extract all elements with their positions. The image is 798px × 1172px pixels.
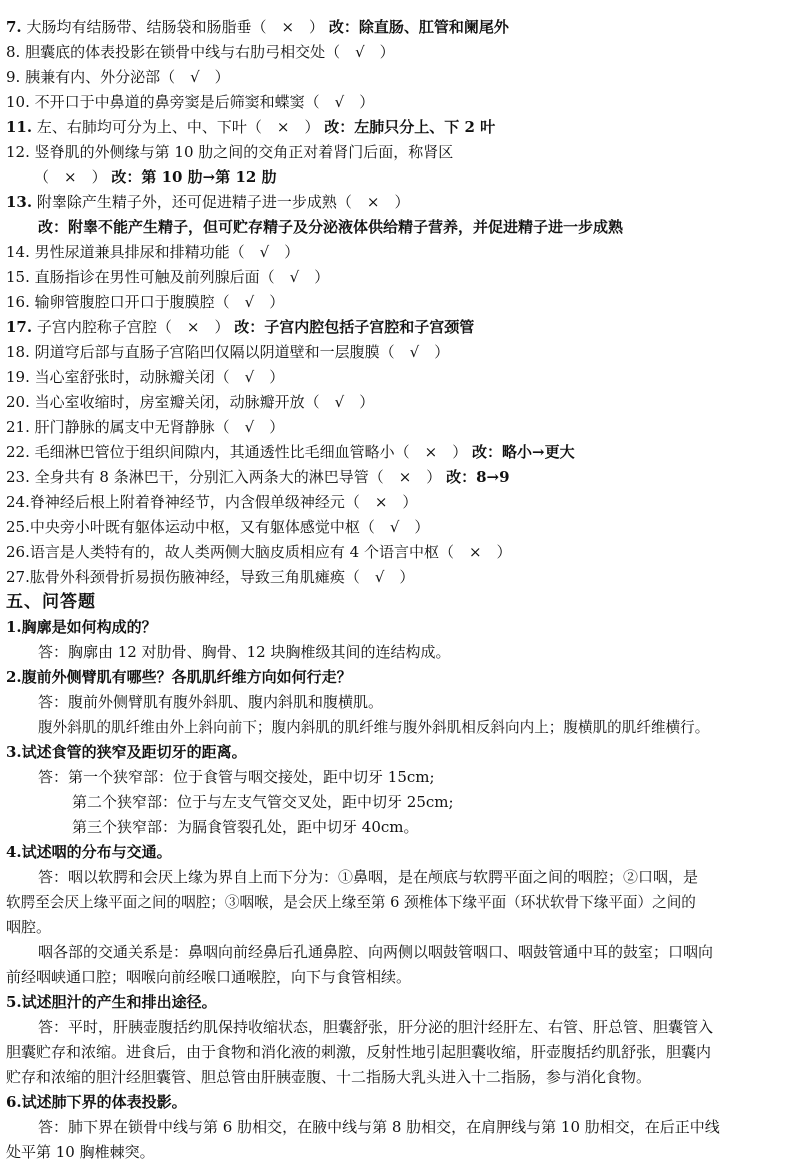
tf-item-19 xyxy=(6,365,794,390)
item-number: 14. xyxy=(6,243,30,261)
item-text: 胆囊底的体表投影在锁骨中线与右肋弓相交处（ √ ） xyxy=(25,43,395,61)
tf-item-13 xyxy=(6,190,794,215)
answer-3-line-1: 答：第一个狭窄部：位于食管与咽交接处，距中切牙 15cm; xyxy=(38,768,435,786)
item-number: 11. xyxy=(6,118,33,136)
item-text: 直肠指诊在男性可触及前列腺后面（ √ ） xyxy=(34,268,330,286)
question-4: 4.试述咽的分布与交通。 xyxy=(6,843,172,861)
answer-1: 答：胸廓由 12 对肋骨、胸骨、12 块胸椎级其间的连结构成。 xyxy=(38,643,451,661)
tf-item-20 xyxy=(6,390,794,415)
item-number: 20. xyxy=(6,393,30,411)
item-text: 中央旁小叶既有躯体运动中枢，又有躯体感觉中枢（ √ ） xyxy=(29,518,430,536)
answer-2-line-1: 答：腹前外侧臂肌有腹外斜肌、腹内斜肌和腹横肌。 xyxy=(38,693,384,711)
item-text: 输卵管腹腔口开口于腹膜腔（ √ ） xyxy=(34,293,285,311)
answer-5-line-3: 贮存和浓缩的胆汁经胆囊管、胆总管由肝胰壶腹、十二指肠大乳头进入十二指肠，参与消化食物。 xyxy=(6,1068,652,1086)
item-number: 25. xyxy=(6,518,30,536)
item-text: 竖脊肌的外侧缘与第 10 肋之间的交角正对着肾门后面，称肾区 xyxy=(34,143,454,161)
section-title: 五、问答题 xyxy=(6,592,96,612)
answer-3-line-2: 第二个狭窄部：位于与左支气管交叉处，距中切牙 25cm; xyxy=(72,793,454,811)
answer-4-line-5: 前经咽峡通口腔；咽喉向前经喉口通喉腔，向下与食管相续。 xyxy=(6,968,412,986)
item-text: 男性尿道兼具排尿和排精功能（ √ ） xyxy=(34,243,300,261)
item-text: 当心室舒张时，动脉瓣关闭（ √ ） xyxy=(34,368,285,386)
tf-item-11 xyxy=(6,115,794,140)
item-number: 12. xyxy=(6,143,30,161)
tf-item-17 xyxy=(6,315,794,340)
answer-2-line-2: 腹外斜肌的肌纤维由外上斜向前下；腹内斜肌的肌纤维与腹外斜肌相反斜向内上；腹横肌的肌纤维横行。 xyxy=(38,719,710,736)
tf-item-22 xyxy=(6,440,794,465)
item-text: 阴道穹后部与直肠子宫陷凹仅隔以阴道壁和一层腹膜（ √ ） xyxy=(34,343,450,361)
item-text: （ × ） xyxy=(34,168,107,186)
answer-5-line-2: 胆囊贮存和浓缩。进食后，由于食物和消化液的刺激，反射性地引起胆囊收缩，肝壶腹括约肌舒张，胆囊内 xyxy=(6,1043,712,1061)
item-text: 脊神经后根上附着脊神经节，内含假单级神经元（ × ） xyxy=(29,493,418,511)
item-correction: 改：子宫内腔包括子宫腔和子宫颈管 xyxy=(234,318,475,336)
item-number: 16. xyxy=(6,293,30,311)
tf-item-8 xyxy=(6,40,794,65)
item-correction: 改：附睾不能产生精子，但可贮存精子及分泌液体供给精子营养，并促进精子进一步成熟 xyxy=(38,218,624,236)
item-number: 13. xyxy=(6,193,33,211)
tf-item-27 xyxy=(6,565,794,590)
item-number: 27. xyxy=(6,568,30,586)
item-number: 19. xyxy=(6,368,30,386)
item-number: 21. xyxy=(6,418,30,436)
answer-3-line-3: 第三个狭窄部：为膈食管裂孔处，距中切牙 40cm。 xyxy=(72,818,419,836)
item-number: 23. xyxy=(6,468,30,486)
item-correction: 改：左肺只分上、下 2 叶 xyxy=(324,118,496,136)
answer-4-line-1: 答：咽以软腭和会厌上缘为界自上而下分为：①鼻咽，是在颅底与软腭平面之间的咽腔；②口咽，是 xyxy=(38,868,699,886)
tf-item-14 xyxy=(6,240,794,265)
tf-item-9 xyxy=(6,65,794,90)
tf-item-16 xyxy=(6,290,794,315)
answer-6-line-2: 处平第 10 胸椎棘突。 xyxy=(6,1143,155,1161)
tf-item-26 xyxy=(6,540,794,565)
answer-4-line-2: 软腭至会厌上缘平面之间的咽腔；③咽喉，是会厌上缘至第 6 颈椎体下缘平面（环状软骨下缘平面）之间的 xyxy=(6,894,696,911)
item-text: 大肠均有结肠带、结肠袋和肠脂垂（ × ） xyxy=(26,18,325,36)
question-1: 1.胸廓是如何构成的？ xyxy=(6,618,157,636)
tf-item-23 xyxy=(6,465,794,490)
answer-5-line-1: 答：平时，肝胰壶腹括约肌保持收缩状态，胆囊舒张，肝分泌的胆汁经肝左、右管、肝总管、胆囊管入 xyxy=(38,1018,714,1036)
item-number: 18. xyxy=(6,343,30,361)
item-text: 胰兼有内、外分泌部（ √ ） xyxy=(25,68,230,86)
item-number: 8. xyxy=(6,43,21,61)
item-correction: 改：除直肠、肛管和阑尾外 xyxy=(328,18,509,36)
tf-item-15 xyxy=(6,265,794,290)
item-text: 语言是人类特有的，故人类两侧大脑皮质相应有 4 个语言中枢（ × ） xyxy=(29,543,512,561)
tf-item-12-cont xyxy=(34,165,794,190)
answer-4-line-3: 咽腔。 xyxy=(6,918,52,936)
question-6: 6.试述肺下界的体表投影。 xyxy=(6,1093,187,1111)
item-text: 肱骨外科颈骨折易损伤腋神经，导致三角肌瘫痪（ √ ） xyxy=(29,568,415,586)
item-text: 肝门静脉的属支中无肾静脉（ √ ） xyxy=(34,418,285,436)
item-number: 7. xyxy=(6,18,22,36)
tf-item-18 xyxy=(6,340,794,365)
item-correction: 改：8→9 xyxy=(446,468,510,486)
answer-6-line-1: 答：肺下界在锁骨中线与第 6 肋相交，在腋中线与第 8 肋相交，在肩胛线与第 10 肋相交，在后正中线 xyxy=(38,1118,720,1136)
item-text: 左、右肺均可分为上、中、下叶（ × ） xyxy=(36,118,320,136)
item-number: 26. xyxy=(6,543,30,561)
item-text: 毛细淋巴管位于组织间隙内，其通透性比毛细血管略小（ × ） xyxy=(34,443,468,461)
item-text: 不开口于中鼻道的鼻旁窦是后筛窦和蝶窦（ √ ） xyxy=(34,93,375,111)
item-number: 17. xyxy=(6,318,33,336)
tf-item-21 xyxy=(6,415,794,440)
item-number: 9. xyxy=(6,68,21,86)
tf-item-25 xyxy=(6,515,794,540)
item-number: 15. xyxy=(6,268,30,286)
question-5: 5.试述胆汁的产生和排出途径。 xyxy=(6,993,217,1011)
question-2: 2.腹前外侧臂肌有哪些？各肌肌纤维方向如何行走？ xyxy=(6,668,352,686)
tf-item-10 xyxy=(6,90,794,115)
tf-item-24 xyxy=(6,490,794,515)
tf-item-13-correction xyxy=(38,215,794,240)
question-3: 3.试述食管的狭窄及距切牙的距离。 xyxy=(6,743,247,761)
item-number: 10. xyxy=(6,93,30,111)
answer-4-line-4: 咽各部的交通关系是：鼻咽向前经鼻后孔通鼻腔、向两侧以咽鼓管咽口、咽鼓管通中耳的鼓室；口咽向 xyxy=(38,943,714,961)
tf-item-7 xyxy=(6,15,794,40)
item-text: 全身共有 8 条淋巴干，分别汇入两条大的淋巴导管（ × ） xyxy=(34,468,442,486)
item-text: 附睾除产生精子外，还可促进精子进一步成熟（ × ） xyxy=(36,193,410,211)
item-correction: 改：略小→更大 xyxy=(472,443,575,461)
item-correction: 改：第 10 肋→第 12 肋 xyxy=(111,168,277,186)
tf-item-12 xyxy=(6,140,794,165)
item-number: 24. xyxy=(6,493,30,511)
item-text: 当心室收缩时，房室瓣关闭，动脉瓣开放（ √ ） xyxy=(34,393,375,411)
item-number: 22. xyxy=(6,443,30,461)
item-text: 子宫内腔称子宫腔（ × ） xyxy=(36,318,230,336)
